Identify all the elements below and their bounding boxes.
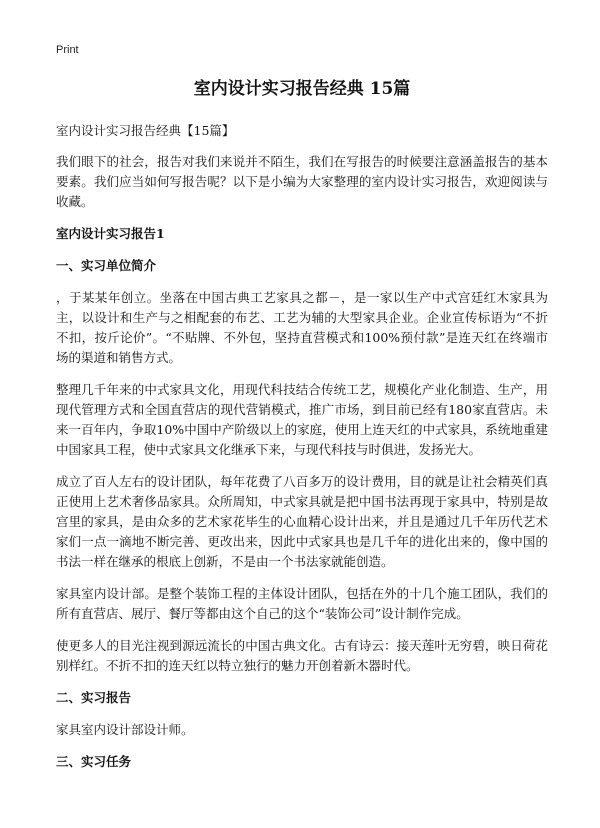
document-subtitle: 室内设计实习报告经典【15篇】 xyxy=(56,123,235,138)
paragraph: 成立了百人左右的设计团队，每年花费了八百多万的设计费用，目的就是让社会精英们真正使用上艺术奢侈品家具。众所周知，中式家具就是把中国书法再现于家具中，特别是故宫里的家具，是由众多的艺术家花毕生的心血精心设计出来，并且是通过几千年历代艺术家们一点一滴地不断完善、更改出来，因此中式家具也是几千年的进化出来的，像中国的书法一样在继承的根底上创新，不是由一个书法家就能创造。 xyxy=(56,474,548,569)
paragraph: 使更多人的目光注视到源远流长的中国古典文化。古有诗云：接天莲叶无穷碧，映日荷花别样红。不折不扣的连天红以特立独行的魅力开创着新木器时代。 xyxy=(56,638,548,673)
section-heading-report: 二、实习报告 xyxy=(56,690,132,705)
paragraph: 整理几千年来的中式家具文化，用现代科技结合传统工艺，规模化产业化制造、生产，用现代管理方式和全国直营店的现代营销模式，推广市场，到目前已经有180家直营店。未来一百年内，争取10%中国中产阶级以上的家庭，使用上连天红的中式家具，系统地重建中国家具工程，使中式家具文化继承下来，与现代科技与时俱进，发扬光大。 xyxy=(56,382,548,457)
paragraph: ，于某某年创立。坐落在中国古典工艺家具之都－，是一家以生产中式宫廷红木家具为主，以设计和生产与之相配套的布艺、工艺为辅的大型家具企业。企业宣传标语为“不折不扣，按斤论价”。“不贴牌、不外包，坚持直营模式和100%预付款”是连天红在终端市场的渠道和销售方式。 xyxy=(56,290,548,365)
document-body xyxy=(56,78,548,784)
section-heading-company-intro: 一、实习单位简介 xyxy=(56,258,157,273)
page-title: 室内设计实习报告经典 15篇 xyxy=(193,79,411,99)
section-heading-tasks: 三、实习任务 xyxy=(56,754,132,769)
print-label[interactable]: Print xyxy=(56,44,79,56)
paragraph: 家具室内设计部设计师。 xyxy=(56,722,194,737)
intro-paragraph: 我们眼下的社会，报告对我们来说并不陌生，我们在写报告的时候要注意涵盖报告的基本要素。我们应当如何写报告呢？以下是小编为大家整理的室内设计实习报告，欢迎阅读与收藏。 xyxy=(56,154,548,209)
report-heading: 室内设计实习报告1 xyxy=(56,226,165,241)
paragraph: 家具室内设计部。是整个装饰工程的主体设计团队，包括在外的十几个施工团队，我们的所有直营店、展厅、餐厅等都由这个自己的这个“装饰公司”设计制作完成。 xyxy=(56,586,548,621)
